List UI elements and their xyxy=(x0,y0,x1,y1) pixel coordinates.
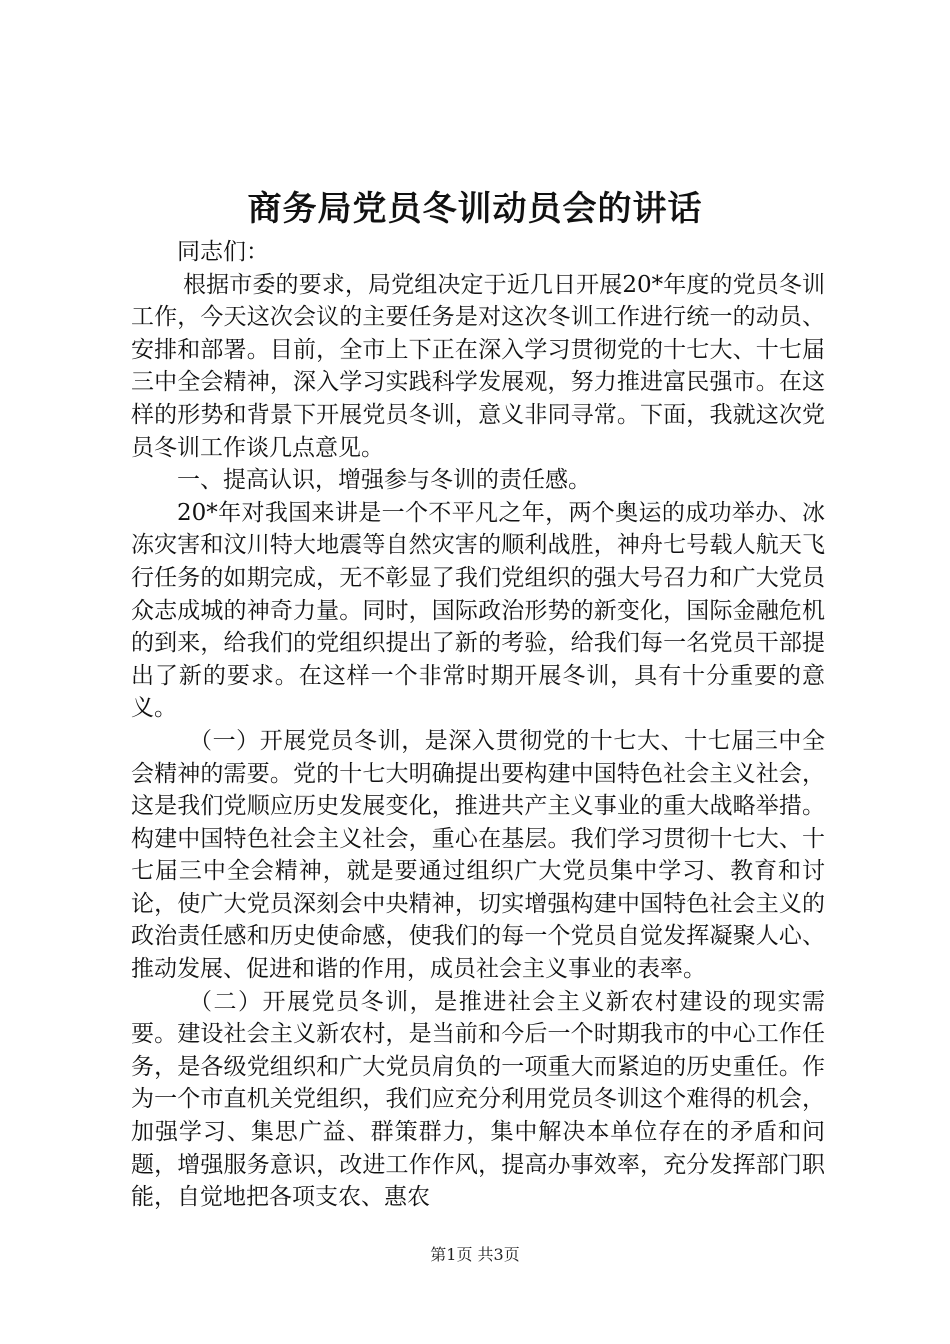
paragraph-intro: 根据市委的要求，局党组决定于近几日开展20*年度的党员冬训工作，今天这次会议的主要任务是对这次冬训工作进行统一的动员、安排和部署。目前，全市上下正在深入学习贯彻党的十七大、十七届三中全会精神，深入学习实践科学发展观，努力推进富民强市。在这样的形势和背景下开展党员冬训，意义非同寻常。下面，我就这次党员冬训工作谈几点意见。 xyxy=(131,271,825,461)
section-heading-1: 一、提高认识，增强参与冬训的责任感。 xyxy=(177,467,591,494)
page-number-footer: 第1页 共3页 xyxy=(430,1245,520,1264)
salutation: 同志们： xyxy=(177,239,269,265)
paragraph-point-1: （一）开展党员冬训，是深入贯彻党的十七大、十七届三中全会精神的需要。党的十七大明确提出要构建中国特色社会主义社会，这是我们党顺应历史发展变化，推进共产主义事业的重大战略举措。构建中国特色社会主义社会，重心在基层。我们学习贯彻十七大、十七届三中全会精神，就是要通过组织广大党员集中学习、教育和讨论，使广大党员深刻会中央精神，切实增强构建中国特色社会主义的政治责任感和历史使命感，使我们的每一个党员自觉发挥凝聚人心、推动发展、促进和谐的作用，成员社会主义事业的表率。 xyxy=(131,727,825,983)
document-title: 商务局党员冬训动员会的讲话 xyxy=(247,189,703,229)
document-body xyxy=(131,236,825,1214)
paragraph-point-2: （二）开展党员冬训，是推进社会主义新农村建设的现实需要。建设社会主义新农村，是当前和今后一个时期我市的中心工作任务，是各级党组织和广大党员肩负的一项重大而紧迫的历史重任。作为一个市直机关党组织，我们应充分利用党员冬训这个难得的机会，加强学习、集思广益、群策群力，集中解决本单位存在的矛盾和问题，增强服务意识，改进工作作风，提高办事效率，充分发挥部门职能，自觉地把各项支农、惠农 xyxy=(131,988,825,1211)
paragraph-background: 20*年对我国来讲是一个不平凡之年，两个奥运的成功举办、冰冻灾害和汶川特大地震等自然灾害的顺利战胜，神舟七号载人航天飞行任务的如期完成，无不彰显了我们党组织的强大号召力和广大党员众志成城的神奇力量。同时，国际政治形势的新变化，国际金融危机的到来，给我们的党组织提出了新的考验，给我们每一名党员干部提出了新的要求。在这样一个非常时期开展冬训，具有十分重要的意义。 xyxy=(131,499,825,722)
